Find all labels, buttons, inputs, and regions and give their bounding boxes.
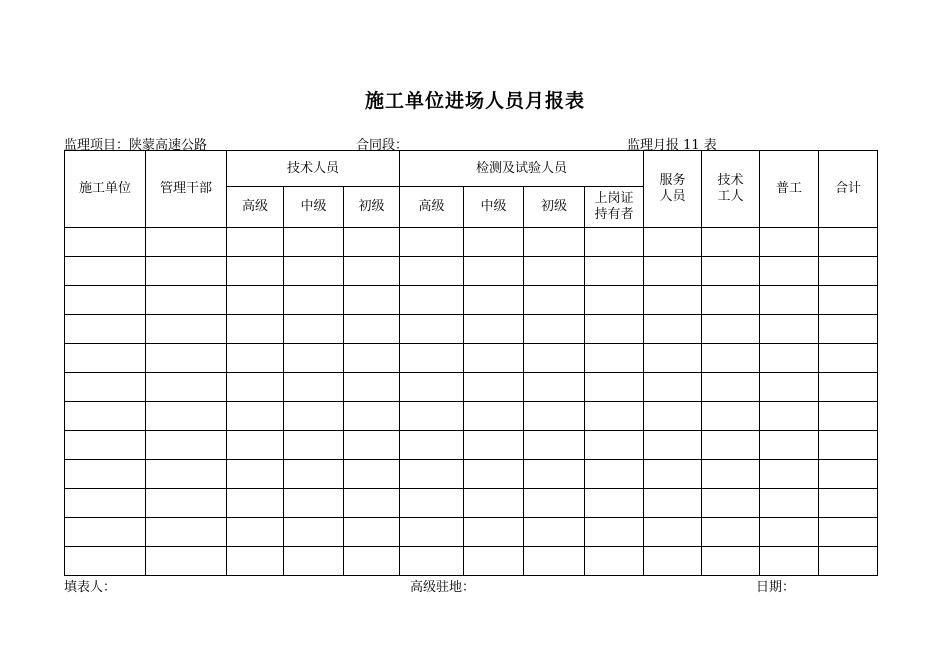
table-cell xyxy=(65,460,146,489)
table-cell xyxy=(284,460,344,489)
table-cell xyxy=(464,460,524,489)
table-cell xyxy=(702,315,760,344)
table-cell xyxy=(702,518,760,547)
header-total: 合计 xyxy=(819,151,878,228)
table-cell xyxy=(524,402,585,431)
table-cell xyxy=(65,489,146,518)
table-cell xyxy=(760,257,819,286)
table-cell xyxy=(585,402,644,431)
table-cell xyxy=(227,518,284,547)
table-cell xyxy=(284,257,344,286)
table-cell xyxy=(344,402,400,431)
date-label: 日期： xyxy=(756,580,796,595)
table-cell xyxy=(585,547,644,576)
table-cell xyxy=(284,489,344,518)
table-cell xyxy=(644,257,702,286)
table-cell xyxy=(146,286,227,315)
table-cell xyxy=(227,315,284,344)
table-cell xyxy=(400,431,464,460)
table-cell xyxy=(227,431,284,460)
table-cell xyxy=(284,402,344,431)
table-cell xyxy=(146,402,227,431)
table-cell xyxy=(65,402,146,431)
table-cell xyxy=(400,460,464,489)
table-cell xyxy=(344,489,400,518)
table-cell xyxy=(819,518,878,547)
table-cell xyxy=(760,489,819,518)
table-cell xyxy=(819,228,878,257)
table-cell xyxy=(585,431,644,460)
table-cell xyxy=(284,547,344,576)
table-cell xyxy=(644,518,702,547)
table-cell xyxy=(464,431,524,460)
table-row xyxy=(65,257,878,286)
table-row xyxy=(65,373,878,402)
header-tech-junior: 初级 xyxy=(344,187,400,228)
table-cell xyxy=(760,402,819,431)
table-cell xyxy=(65,257,146,286)
table-cell xyxy=(344,547,400,576)
header-tech-intermediate: 中级 xyxy=(284,187,344,228)
header-construction-unit: 施工单位 xyxy=(65,151,146,228)
table-row xyxy=(65,286,878,315)
table-cell xyxy=(585,344,644,373)
table-cell xyxy=(702,286,760,315)
table-cell xyxy=(760,228,819,257)
table-cell xyxy=(464,518,524,547)
table-cell xyxy=(524,373,585,402)
table-cell xyxy=(644,228,702,257)
table-cell xyxy=(146,228,227,257)
table-cell xyxy=(464,402,524,431)
table-cell xyxy=(146,547,227,576)
table-cell xyxy=(524,518,585,547)
table-cell xyxy=(760,518,819,547)
table-cell xyxy=(819,286,878,315)
table-cell xyxy=(644,315,702,344)
table-cell xyxy=(464,315,524,344)
table-cell xyxy=(227,228,284,257)
project-label: 监理项目：陕蒙高速公路 xyxy=(64,138,208,153)
table-cell xyxy=(65,228,146,257)
header-test-junior: 初级 xyxy=(524,187,585,228)
table-cell xyxy=(702,257,760,286)
form-number-label: 监理月报 11 表 xyxy=(627,138,717,153)
table-cell xyxy=(585,489,644,518)
table-cell xyxy=(400,344,464,373)
table-cell xyxy=(585,257,644,286)
resident-engineer-label: 高级驻地： xyxy=(410,580,476,595)
table-cell xyxy=(702,228,760,257)
table-cell xyxy=(585,315,644,344)
table-cell xyxy=(644,286,702,315)
table-cell xyxy=(146,257,227,286)
table-cell xyxy=(644,431,702,460)
table-cell xyxy=(702,547,760,576)
filler-label: 填表人： xyxy=(64,580,117,595)
table-cell xyxy=(524,228,585,257)
table-cell xyxy=(400,489,464,518)
table-cell xyxy=(464,344,524,373)
table-cell xyxy=(344,286,400,315)
table-cell xyxy=(284,315,344,344)
table-cell xyxy=(819,257,878,286)
table-cell xyxy=(65,373,146,402)
report-body xyxy=(65,228,878,576)
page-title: 施工单位进场人员月报表 xyxy=(364,90,585,112)
table-cell xyxy=(524,257,585,286)
table-cell xyxy=(585,518,644,547)
table-cell xyxy=(344,518,400,547)
table-cell xyxy=(344,431,400,460)
table-cell xyxy=(819,431,878,460)
table-cell xyxy=(760,431,819,460)
table-cell xyxy=(464,373,524,402)
table-cell xyxy=(464,286,524,315)
table-row xyxy=(65,547,878,576)
table-cell xyxy=(524,344,585,373)
table-cell xyxy=(400,315,464,344)
table-cell xyxy=(585,228,644,257)
table-cell xyxy=(227,373,284,402)
table-cell xyxy=(585,460,644,489)
table-cell xyxy=(400,518,464,547)
table-cell xyxy=(344,315,400,344)
table-cell xyxy=(284,373,344,402)
table-cell xyxy=(344,344,400,373)
table-cell xyxy=(524,460,585,489)
header-testing-staff: 检测及试验人员 xyxy=(400,151,644,187)
table-cell xyxy=(760,547,819,576)
table-cell xyxy=(146,518,227,547)
table-cell xyxy=(524,489,585,518)
table-cell xyxy=(400,257,464,286)
table-cell xyxy=(644,547,702,576)
table-cell xyxy=(65,315,146,344)
table-cell xyxy=(400,228,464,257)
table-row xyxy=(65,460,878,489)
table-cell xyxy=(644,402,702,431)
table-cell xyxy=(284,518,344,547)
table-cell xyxy=(702,431,760,460)
header-row-1 xyxy=(65,151,878,187)
table-cell xyxy=(644,460,702,489)
header-general-laborers: 普工 xyxy=(760,151,819,228)
personnel-report-table xyxy=(64,150,878,576)
table-cell xyxy=(760,286,819,315)
contract-section-label: 合同段： xyxy=(356,138,409,153)
table-cell xyxy=(227,547,284,576)
table-cell xyxy=(702,402,760,431)
table-cell xyxy=(400,402,464,431)
table-cell xyxy=(284,286,344,315)
table-cell xyxy=(146,344,227,373)
table-cell xyxy=(146,315,227,344)
table-cell xyxy=(819,344,878,373)
table-cell xyxy=(760,373,819,402)
table-cell xyxy=(464,228,524,257)
table-cell xyxy=(702,460,760,489)
table-cell xyxy=(585,373,644,402)
table-row xyxy=(65,431,878,460)
table-row xyxy=(65,518,878,547)
table-cell xyxy=(819,460,878,489)
table-cell xyxy=(146,489,227,518)
table-cell xyxy=(400,373,464,402)
table-cell xyxy=(227,344,284,373)
table-cell xyxy=(524,431,585,460)
table-cell xyxy=(702,344,760,373)
table-cell xyxy=(760,344,819,373)
table-cell xyxy=(65,286,146,315)
table-cell xyxy=(524,286,585,315)
table-cell xyxy=(819,315,878,344)
header-management-staff: 管理干部 xyxy=(146,151,227,228)
header-certified-holders: 上岗证 持有者 xyxy=(585,187,644,228)
table-cell xyxy=(464,489,524,518)
table-cell xyxy=(760,315,819,344)
header-skilled-workers: 技术 工人 xyxy=(702,151,760,228)
table-cell xyxy=(65,431,146,460)
table-cell xyxy=(400,547,464,576)
table-cell xyxy=(464,257,524,286)
table-cell xyxy=(65,518,146,547)
table-cell xyxy=(344,257,400,286)
table-cell xyxy=(146,460,227,489)
table-cell xyxy=(585,286,644,315)
table-cell xyxy=(284,431,344,460)
table-cell xyxy=(464,547,524,576)
header-tech-senior: 高级 xyxy=(227,187,284,228)
table-cell xyxy=(819,373,878,402)
table-row xyxy=(65,315,878,344)
table-cell xyxy=(524,315,585,344)
table-row xyxy=(65,344,878,373)
table-cell xyxy=(702,373,760,402)
table-row xyxy=(65,489,878,518)
table-cell xyxy=(819,402,878,431)
table-cell xyxy=(284,344,344,373)
table-cell xyxy=(65,344,146,373)
table-cell xyxy=(65,547,146,576)
table-cell xyxy=(702,489,760,518)
table-cell xyxy=(524,547,585,576)
table-cell xyxy=(227,489,284,518)
header-test-senior: 高级 xyxy=(400,187,464,228)
table-cell xyxy=(644,489,702,518)
table-cell xyxy=(227,286,284,315)
table-cell xyxy=(400,286,464,315)
table-cell xyxy=(227,460,284,489)
table-cell xyxy=(146,373,227,402)
table-cell xyxy=(146,431,227,460)
table-cell xyxy=(644,344,702,373)
header-service-staff: 服务 人员 xyxy=(644,151,702,228)
table-cell xyxy=(819,489,878,518)
table-cell xyxy=(227,257,284,286)
table-cell xyxy=(819,547,878,576)
table-cell xyxy=(644,373,702,402)
table-cell xyxy=(760,460,819,489)
header-test-intermediate: 中级 xyxy=(464,187,524,228)
table-row xyxy=(65,402,878,431)
table-cell xyxy=(344,460,400,489)
table-row xyxy=(65,228,878,257)
table-cell xyxy=(284,228,344,257)
table-cell xyxy=(227,402,284,431)
header-technical-staff: 技术人员 xyxy=(227,151,400,187)
table-cell xyxy=(344,228,400,257)
table-cell xyxy=(344,373,400,402)
